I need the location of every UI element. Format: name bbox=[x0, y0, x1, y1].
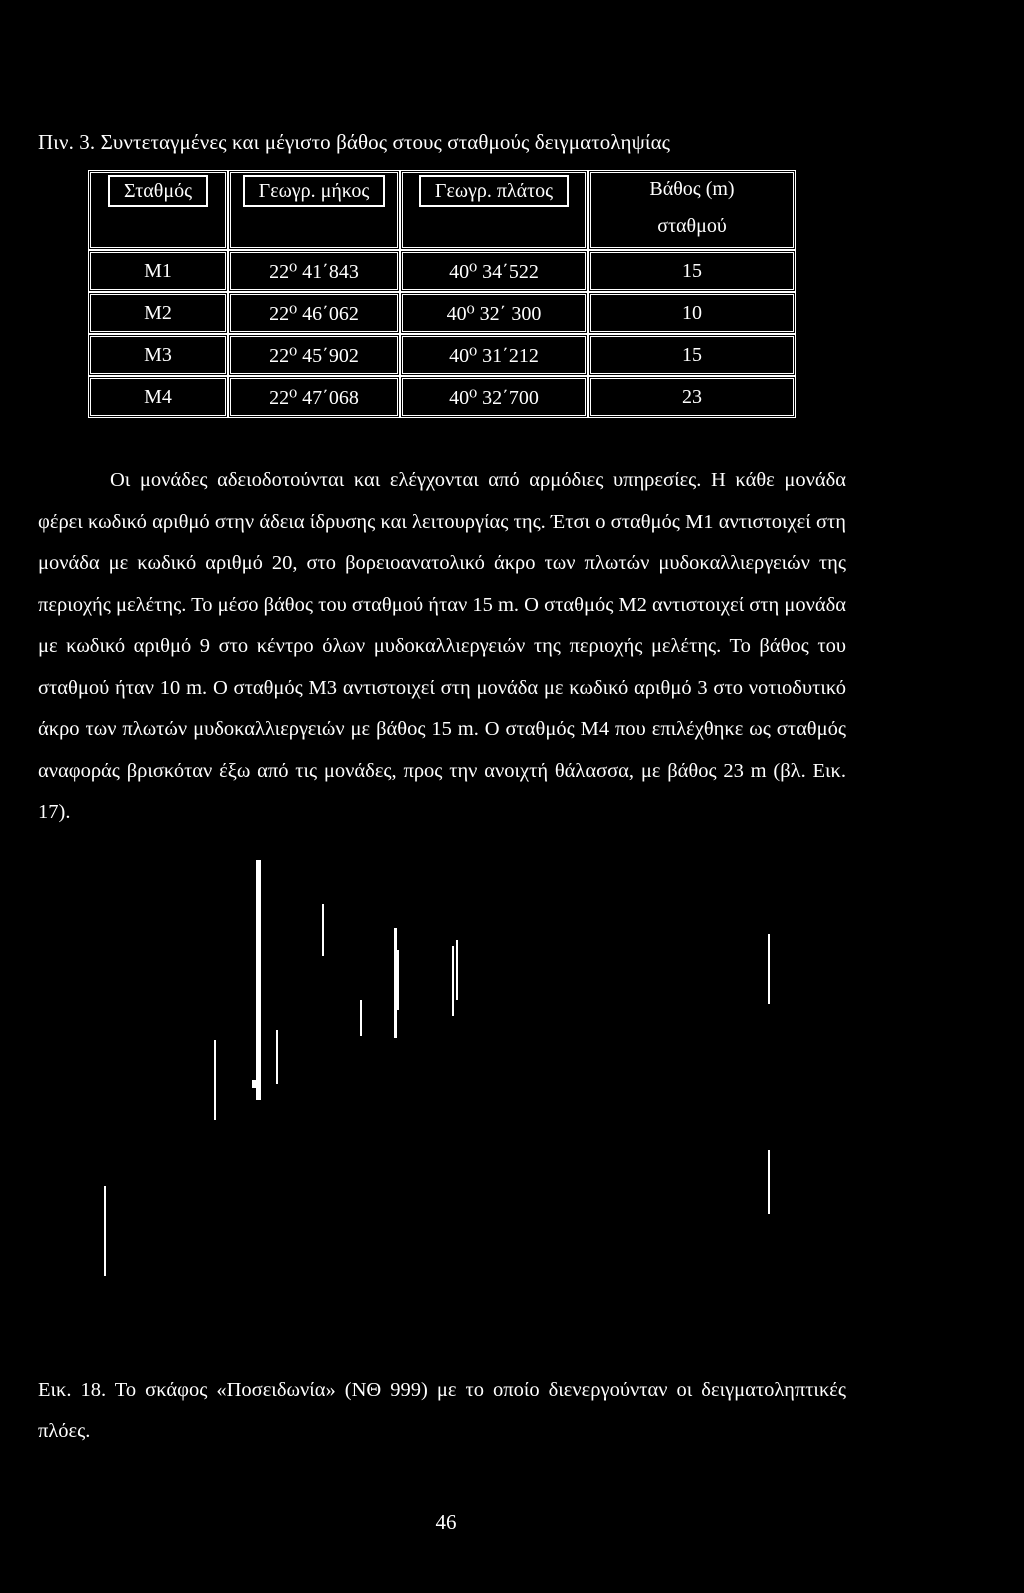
table-row bbox=[88, 292, 796, 334]
header-longitude: Γεωγρ. μήκος bbox=[228, 170, 400, 250]
header-latitude: Γεωγρ. πλάτος bbox=[400, 170, 588, 250]
page-number: 46 bbox=[435, 1510, 457, 1534]
stations-table bbox=[88, 170, 796, 418]
vessel-photo bbox=[30, 840, 850, 1370]
header-station: Σταθμός bbox=[88, 170, 228, 250]
stations-table-container bbox=[88, 170, 796, 418]
cell-longitude: 22⁰ 41΄843 bbox=[228, 250, 400, 292]
cell-latitude: 40⁰ 34΄522 bbox=[400, 250, 588, 292]
cell-station: Μ4 bbox=[88, 376, 228, 418]
table-row bbox=[88, 376, 796, 418]
body-paragraph bbox=[38, 460, 846, 834]
cell-station: Μ2 bbox=[88, 292, 228, 334]
cell-depth: 15 bbox=[588, 250, 796, 292]
header-depth: Βάθος (m) σταθμού bbox=[588, 170, 796, 250]
figure-caption: Εικ. 18. Το σκάφος «Ποσειδωνία» (ΝΘ 999) με το οποίο διενεργούνταν οι δειγματοληπτικές πλόες. bbox=[38, 1379, 846, 1442]
table-row bbox=[88, 250, 796, 292]
cell-longitude: 22⁰ 46΄062 bbox=[228, 292, 400, 334]
cell-depth: 10 bbox=[588, 292, 796, 334]
table-row bbox=[88, 334, 796, 376]
table-caption: Πιν. 3. Συντεταγμένες και μέγιστο βάθος στους σταθμούς δειγματοληψίας bbox=[38, 130, 671, 154]
cell-station: Μ1 bbox=[88, 250, 228, 292]
vessel-photo-graphic bbox=[30, 840, 850, 1370]
cell-longitude: 22⁰ 45΄902 bbox=[228, 334, 400, 376]
cell-latitude: 40⁰ 32΄700 bbox=[400, 376, 588, 418]
cell-station: Μ3 bbox=[88, 334, 228, 376]
cell-latitude: 40⁰ 32΄ 300 bbox=[400, 292, 588, 334]
table-header-row bbox=[88, 170, 796, 250]
paragraph-text: Οι μονάδες αδειοδοτούνται και ελέγχονται από αρμόδιες υπηρεσίες. Η κάθε μονάδα φέρει κωδικό αριθμό στην άδεια ίδρυσης και λειτουργίας της. Έτσι ο σταθμός Μ1 αντιστοιχεί στη μονάδα με κωδικό αριθμό 20, στο βορειοανατολικό άκρο των πλωτών μυδοκαλλιεργειών της περιοχής μελέτης. Το μέσο βάθος του σταθμού ήταν 15 m. Ο σταθμός Μ2 αντιστοιχεί στη μονάδα με κωδικό αριθμό 9 στο κέντρο όλων μυδοκαλλιεργειών της περιοχής μελέτης. Το βάθος του σταθμού ήταν 10 m. Ο σταθμός Μ3 αντιστοιχεί στη μονάδα με κωδικό αριθμό 3 στο νοτιοδυτικό άκρο των πλωτών μυδοκαλλιεργειών με βάθος 15 m. Ο σταθμός Μ4 που επιλέχθηκε ως σταθμός αναφοράς βρισκόταν έξω από τις μονάδες, προς την ανοιχτή θάλασσα, με βάθος 23 m (βλ. Εικ. 17). bbox=[38, 469, 846, 823]
cell-depth: 15 bbox=[588, 334, 796, 376]
cell-depth: 23 bbox=[588, 376, 796, 418]
cell-longitude: 22⁰ 47΄068 bbox=[228, 376, 400, 418]
cell-latitude: 40⁰ 31΄212 bbox=[400, 334, 588, 376]
